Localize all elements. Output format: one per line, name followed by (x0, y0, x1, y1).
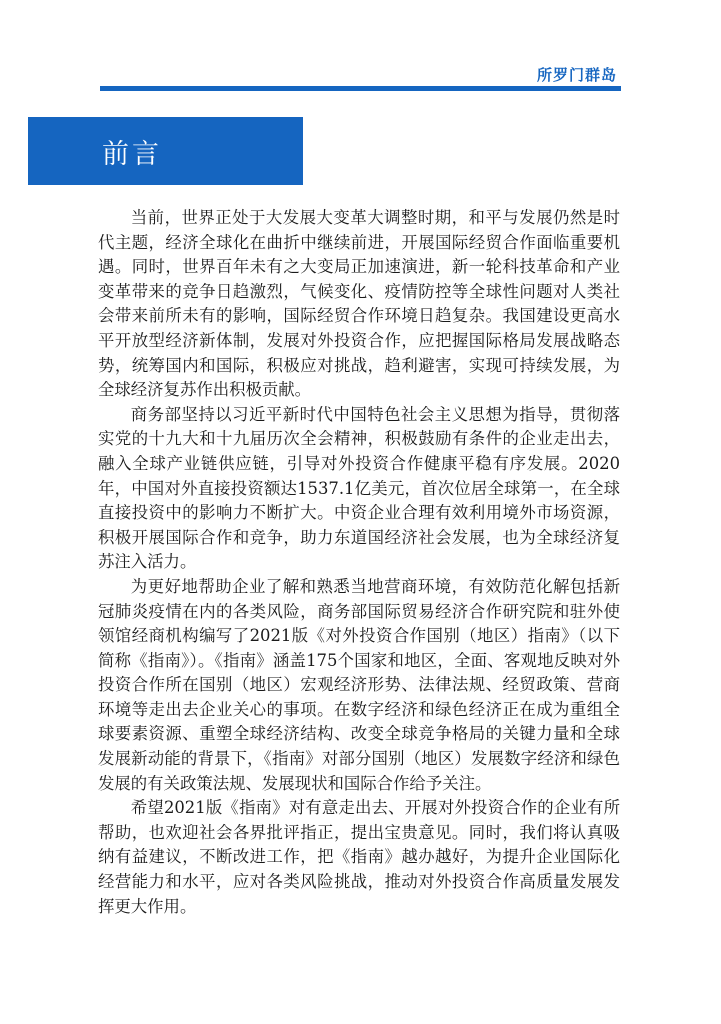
section-title-banner (28, 117, 303, 185)
section-title: 前言 (102, 138, 162, 170)
running-header: 所罗门群岛 (536, 66, 617, 84)
header-rule (100, 86, 621, 91)
paragraph-1: 当前，世界正处于大发展大变革大调整时期，和平与发展仍然是时代主题，经济全球化在曲折中继续前进，开展国际经贸合作面临重要机遇。同时，世界百年未有之大变局正加速演进，新一轮科技革命和产业变革带来的竞争日趋激烈，气候变化、疫情防控等全球性问题对人类社会带来前所未有的影响，国际经贸合作环境日趋复杂。我国建设更高水平开放型经济新体制，发展对外投资合作，应把握国际格局发展战略态势，统筹国内和国际，积极应对挑战，趋利避害，实现可持续发展，为全球经济复苏作出积极贡献。 (98, 208, 620, 400)
paragraph-3: 为更好地帮助企业了解和熟悉当地营商环境，有效防范化解包括新冠肺炎疫情在内的各类风险，商务部国际贸易经济合作研究院和驻外使领馆经商机构编写了2021版《对外投资合作国别（地区）指南》（以下简称《指南》）。《指南》涵盖175个国家和地区，全面、客观地反映对外投资合作所在国别（地区）宏观经济形势、法律法规、经贸政策、营商环境等走出去企业关心的事项。在数字经济和绿色经济正在成为重组全球要素资源、重塑全球经济结构、改变全球竞争格局的关键力量和全球发展新动能的背景下，《指南》对部分国别（地区）发展数字经济和绿色发展的有关政策法规、发展现状和国际合作给予关注。 (98, 576, 620, 793)
paragraph-2: 商务部坚持以习近平新时代中国特色社会主义思想为指导，贯彻落实党的十九大和十九届历次全会精神，积极鼓励有条件的企业走出去，融入全球产业链供应链，引导对外投资合作健康平稳有序发展。2020年，中国对外直接投资额达1537.1亿美元，首次位居全球第一，在全球直接投资中的影响力不断扩大。中资企业合理有效利用境外市场资源，积极开展国际合作和竞争，助力东道国经济社会发展，也为全球经济复苏注入活力。 (98, 404, 620, 572)
paragraph-4: 希望2021版《指南》对有意走出去、开展对外投资合作的企业有所帮助，也欢迎社会各界批评指正，提出宝贵意见。同时，我们将认真吸纳有益建议，不断改进工作，把《指南》越办越好，为提升企业国际化经营能力和水平，应对各类风险挑战，推动对外投资合作高质量发展发挥更大作用。 (98, 798, 620, 916)
preface-body (98, 206, 620, 919)
